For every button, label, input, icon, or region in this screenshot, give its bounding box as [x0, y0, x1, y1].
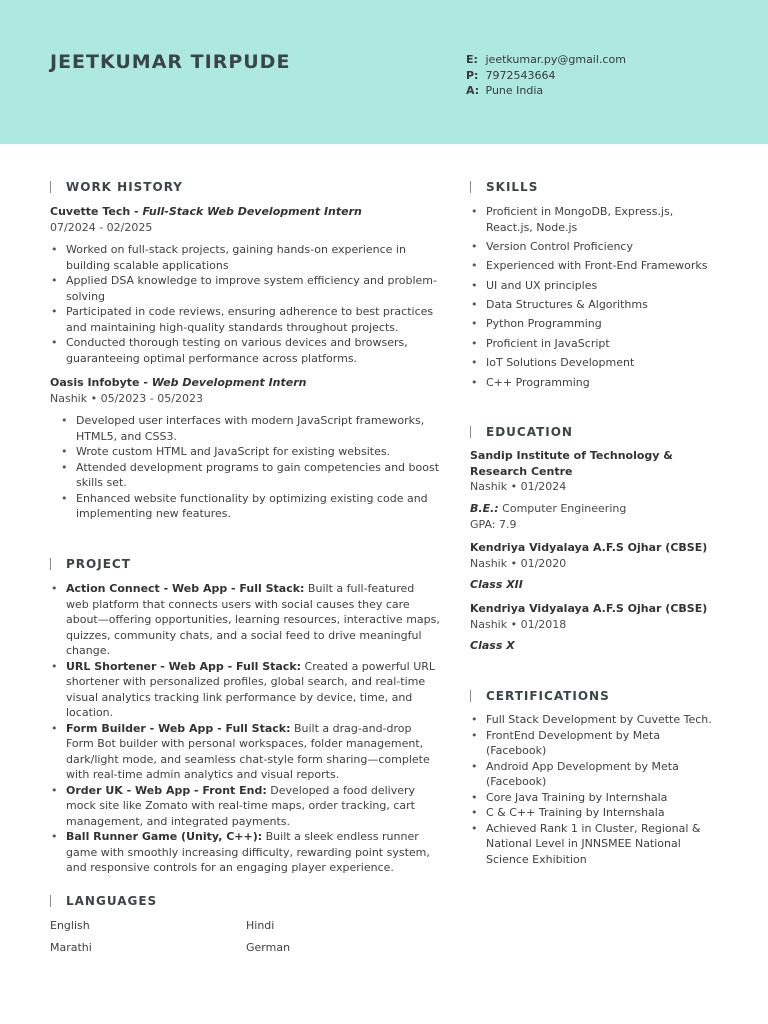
job-title-line — [50, 375, 440, 391]
education-entry — [470, 448, 720, 495]
list-item: • C++ Programming — [470, 375, 720, 391]
list-item: • Android App Development by Meta (Facebook) — [470, 759, 720, 790]
job-title-line — [50, 204, 440, 220]
contact-label: A: — [466, 84, 480, 97]
list-item: • IoT Solutions Development — [470, 355, 720, 371]
list-item: • Attended development programs to gain competencies and boost skills set. — [50, 460, 440, 491]
school-location-date: Nashik • 01/2024 — [470, 480, 567, 493]
school-location-date: Nashik • 01/2020 — [470, 556, 567, 570]
project-description: Built a full-featured web platform that connects users with social causes they care about—offering opportunities, learning resources, interactive maps, quizzes, community chats, and a social feed to drive meaningful change. — [66, 582, 440, 657]
job-company: Oasis Infobyte — [50, 376, 140, 389]
languages-heading: LANGUAGES — [50, 894, 157, 908]
school-name: Sandip Institute of Technology & Research Centre — [470, 449, 673, 478]
job-role: Web Development Intern — [151, 376, 307, 389]
education-entry — [470, 601, 720, 632]
contact-address — [466, 83, 626, 99]
language-item: German — [246, 941, 291, 954]
degree-info — [470, 501, 720, 532]
school-location-date: Nashik • 01/2018 — [470, 617, 567, 631]
list-item: • Version Control Proficiency — [470, 239, 720, 255]
list-item: • Python Programming — [470, 316, 720, 332]
skills-heading: SKILLS — [470, 180, 538, 194]
list-item: • Achieved Rank 1 in Cluster, Regional & National Level in JNNSMEE National Science Exhibition — [470, 821, 720, 868]
list-item: • FrontEnd Development by Meta (Facebook) — [470, 728, 720, 759]
list-item: • Enhanced website functionality by optimizing existing code and implementing new features. — [50, 491, 440, 522]
job-company: Cuvette Tech — [50, 205, 131, 218]
contact-label: P: — [466, 68, 479, 82]
certifications-heading: CERTIFICATIONS — [470, 689, 610, 703]
job-bullets — [50, 413, 440, 522]
job-dates: Nashik • 05/2023 - 05/2023 — [50, 391, 203, 405]
address-value: Pune India — [485, 84, 544, 97]
list-item: • Proficient in MongoDB, Express.js, React.js, Node.js — [470, 204, 720, 235]
list-item: • C & C++ Training by Internshala — [470, 805, 720, 821]
list-item: • Data Structures & Algorithms — [470, 297, 720, 313]
language-item: English — [50, 919, 90, 932]
project-heading: PROJECT — [50, 557, 131, 571]
email-value[interactable]: jeetkumar.py@gmail.com — [485, 53, 626, 66]
list-item: • UI and UX principles — [470, 278, 720, 294]
list-item — [50, 721, 440, 783]
project-description: Created a powerful URL shortener with personalized profiles, global search, and real-time visual analytics tracking link performance by device, time, and location. — [66, 659, 436, 719]
project-description: Built a sleek endless runner game with smoothly increasing difficulty, rewarding point system, and responsive controls for an engaging player experience. — [66, 830, 430, 874]
project-description: Developed a food delivery mock site like Zomato with real-time maps, order tracking, cart management, and integrated payments. — [66, 783, 416, 828]
list-item — [50, 659, 440, 721]
title-separator: - — [139, 376, 152, 389]
list-item: • Core Java Training by Internshala — [470, 790, 720, 806]
project-list — [50, 581, 440, 876]
job-bullets — [50, 242, 440, 366]
work-history-heading: WORK HISTORY — [50, 180, 183, 194]
job-dates: 07/2024 - 02/2025 — [50, 220, 153, 234]
job-role: Full-Stack Web Development Intern — [142, 205, 362, 218]
list-item: • Conducted thorough testing on various devices and browsers, guaranteeing optimal performance across platforms. — [50, 335, 440, 366]
degree-value: Computer Engineering — [498, 502, 627, 515]
list-item: • Worked on full-stack projects, gaining hands-on experience in building scalable applications — [50, 242, 440, 273]
project-name: Ball Runner Game (Unity, C++): — [66, 830, 263, 843]
project-name: Form Builder - Web App - Full Stack: — [66, 721, 291, 735]
contact-phone — [466, 68, 626, 84]
list-item: • Developed user interfaces with modern JavaScript frameworks, HTML5, and CSS3. — [50, 413, 440, 444]
language-item: Hindi — [246, 919, 275, 932]
list-item — [50, 783, 440, 830]
contact-info — [466, 52, 626, 99]
job-entry — [50, 204, 440, 235]
resume-header — [0, 0, 768, 144]
project-name: Order UK - Web App - Front End: — [66, 783, 267, 797]
list-item: • Experienced with Front-End Frameworks — [470, 258, 720, 274]
education-entry — [470, 540, 720, 571]
list-item — [50, 829, 440, 876]
school-class: Class X — [470, 639, 515, 652]
gpa: GPA: 7.9 — [470, 517, 517, 531]
language-item: Marathi — [50, 941, 92, 954]
list-item: • Participated in code reviews, ensuring adherence to best practices and maintaining high-quality standards throughout projects. — [50, 304, 440, 335]
list-item: • Wrote custom HTML and JavaScript for existing websites. — [50, 444, 440, 460]
school-class: Class XII — [470, 578, 523, 591]
candidate-name: JEETKUMAR TIRPUDE — [50, 51, 291, 73]
phone-value: 7972543664 — [485, 68, 556, 82]
school-name: Kendriya Vidyalaya A.F.S Ojhar (CBSE) — [470, 541, 708, 554]
contact-label: E: — [466, 53, 478, 66]
list-item: • Applied DSA knowledge to improve system efficiency and problem-solving — [50, 273, 440, 304]
degree-line — [470, 501, 720, 517]
contact-email — [466, 52, 626, 68]
education-heading: EDUCATION — [470, 425, 573, 439]
project-name: URL Shortener - Web App - Full Stack: — [66, 659, 302, 673]
job-entry — [50, 375, 440, 406]
certifications-list — [470, 712, 720, 867]
school-name: Kendriya Vidyalaya A.F.S Ojhar (CBSE) — [470, 602, 708, 615]
list-item: • Proficient in JavaScript — [470, 336, 720, 352]
title-separator: - — [130, 205, 143, 218]
project-name: Action Connect - Web App - Full Stack: — [66, 582, 305, 595]
degree-label: B.E.: — [470, 502, 499, 515]
skills-list — [470, 204, 720, 394]
list-item: • Full Stack Development by Cuvette Tech. — [470, 712, 720, 728]
project-description: Built a drag-and-drop Form Bot builder with personal workspaces, folder management, dark/light mode, and seamless chat-style form sharing—complete with real-time admin analytics and visual reports. — [66, 721, 430, 781]
list-item — [50, 581, 440, 659]
